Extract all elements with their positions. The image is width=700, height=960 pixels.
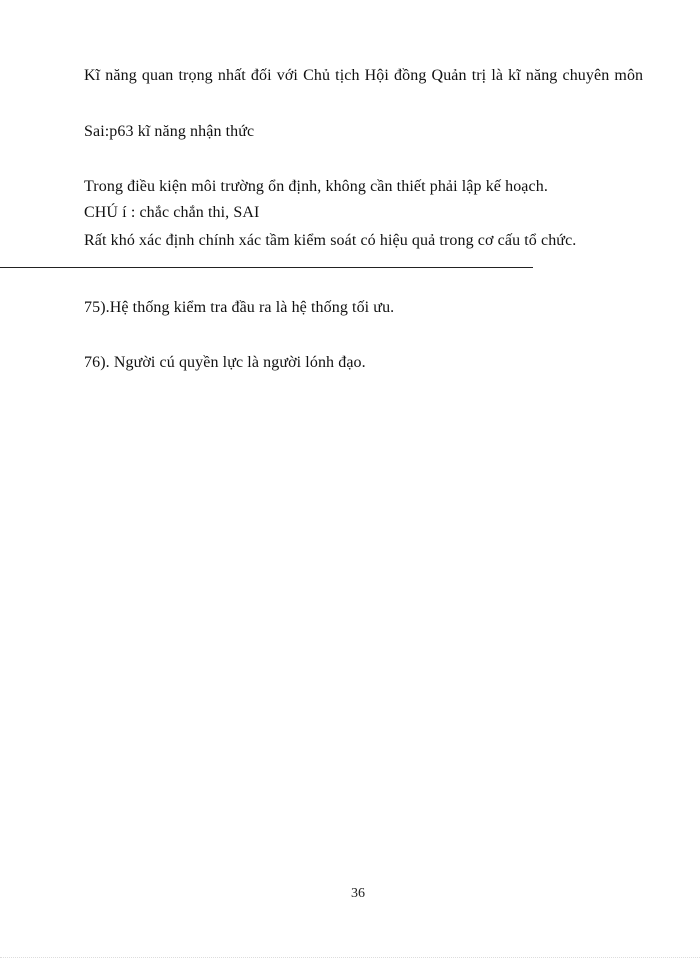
page-number: 36 [351,886,365,901]
answer-note: Sai:p63 kĩ năng nhận thức [84,123,255,140]
question-76: 76). Người cú quyền lực là người lónh đạo. [84,354,366,371]
paragraph-span-of-control: Rất khó xác định chính xác tầm kiểm soát có hiệu quả trong cơ cấu tổ chức. [84,232,577,249]
paragraph-planning: Trong điều kiện môi trường ổn định, không cần thiết phải lập kế hoạch. [84,178,548,195]
page-bottom-edge [0,957,700,958]
paragraph-chairman-skill: Kĩ năng quan trọng nhất đối với Chủ tịch Hội đồng Quản trị là kĩ năng chuyên môn [84,67,644,84]
question-75: 75).Hệ thống kiểm tra đầu ra là hệ thống tối ưu. [84,299,395,316]
exam-note: CHÚ í : chắc chắn thi, SAI [84,204,260,221]
horizontal-divider [0,267,533,268]
